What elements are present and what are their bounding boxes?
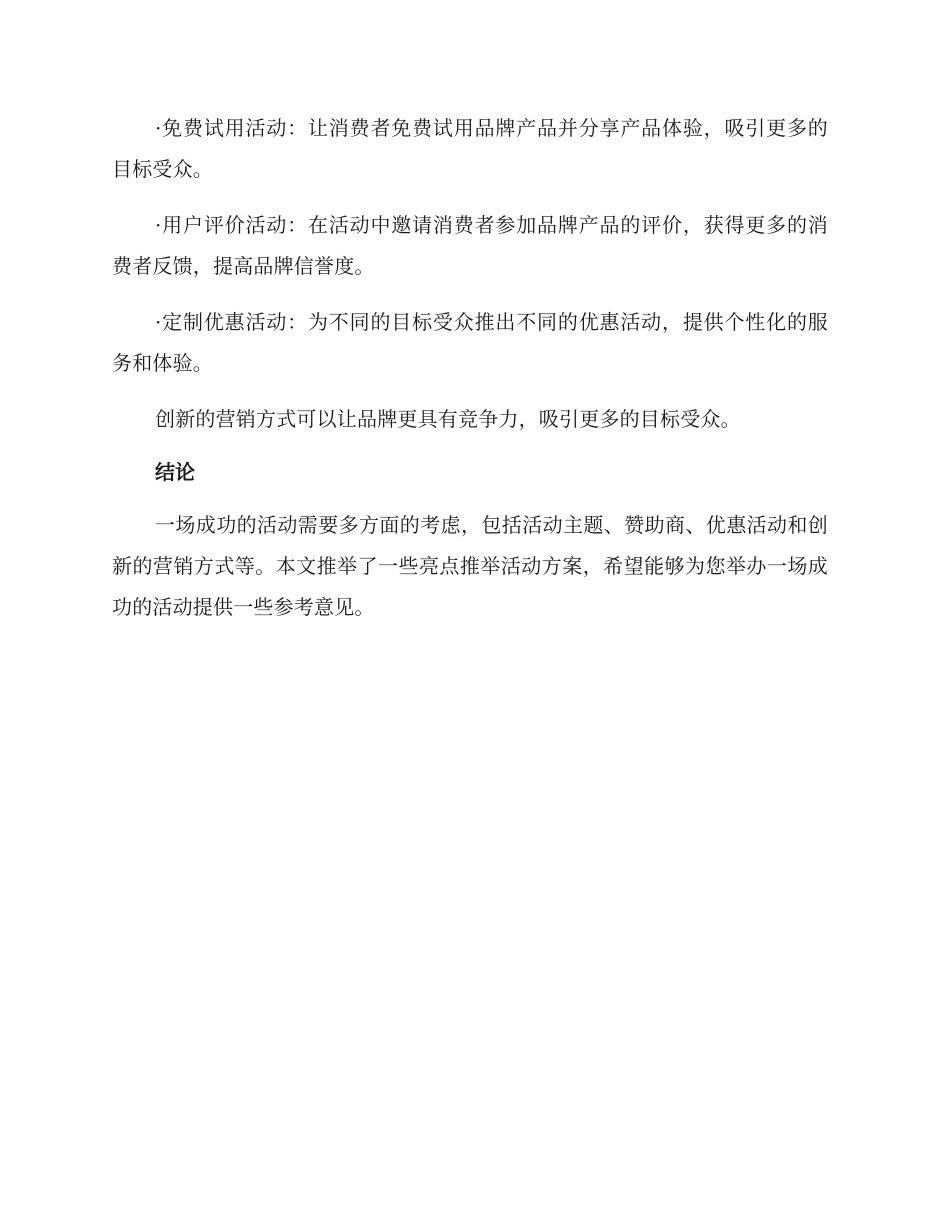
bullet-user-review: ·用户评价活动：在活动中邀请消费者参加品牌产品的评价，获得更多的消费者反馈，提高品牌信誉度。 (112, 213, 828, 278)
document-page (112, 108, 828, 628)
bullet-free-trial: ·免费试用活动：让消费者免费试用品牌产品并分享产品体验，吸引更多的目标受众。 (112, 116, 828, 181)
bullet-custom-offer: ·定制优惠活动：为不同的目标受众推出不同的优惠活动，提供个性化的服务和体验。 (112, 310, 828, 375)
marketing-summary: 创新的营销方式可以让品牌更具有竞争力，吸引更多的目标受众。 (155, 407, 741, 431)
conclusion-paragraph: 一场成功的活动需要多方面的考虑，包括活动主题、赞助商、优惠活动和创新的营销方式等。本文推举了一些亮点推举活动方案，希望能够为您举办一场成功的活动提供一些参考意见。 (112, 513, 828, 619)
conclusion-heading: 结论 (155, 460, 195, 484)
